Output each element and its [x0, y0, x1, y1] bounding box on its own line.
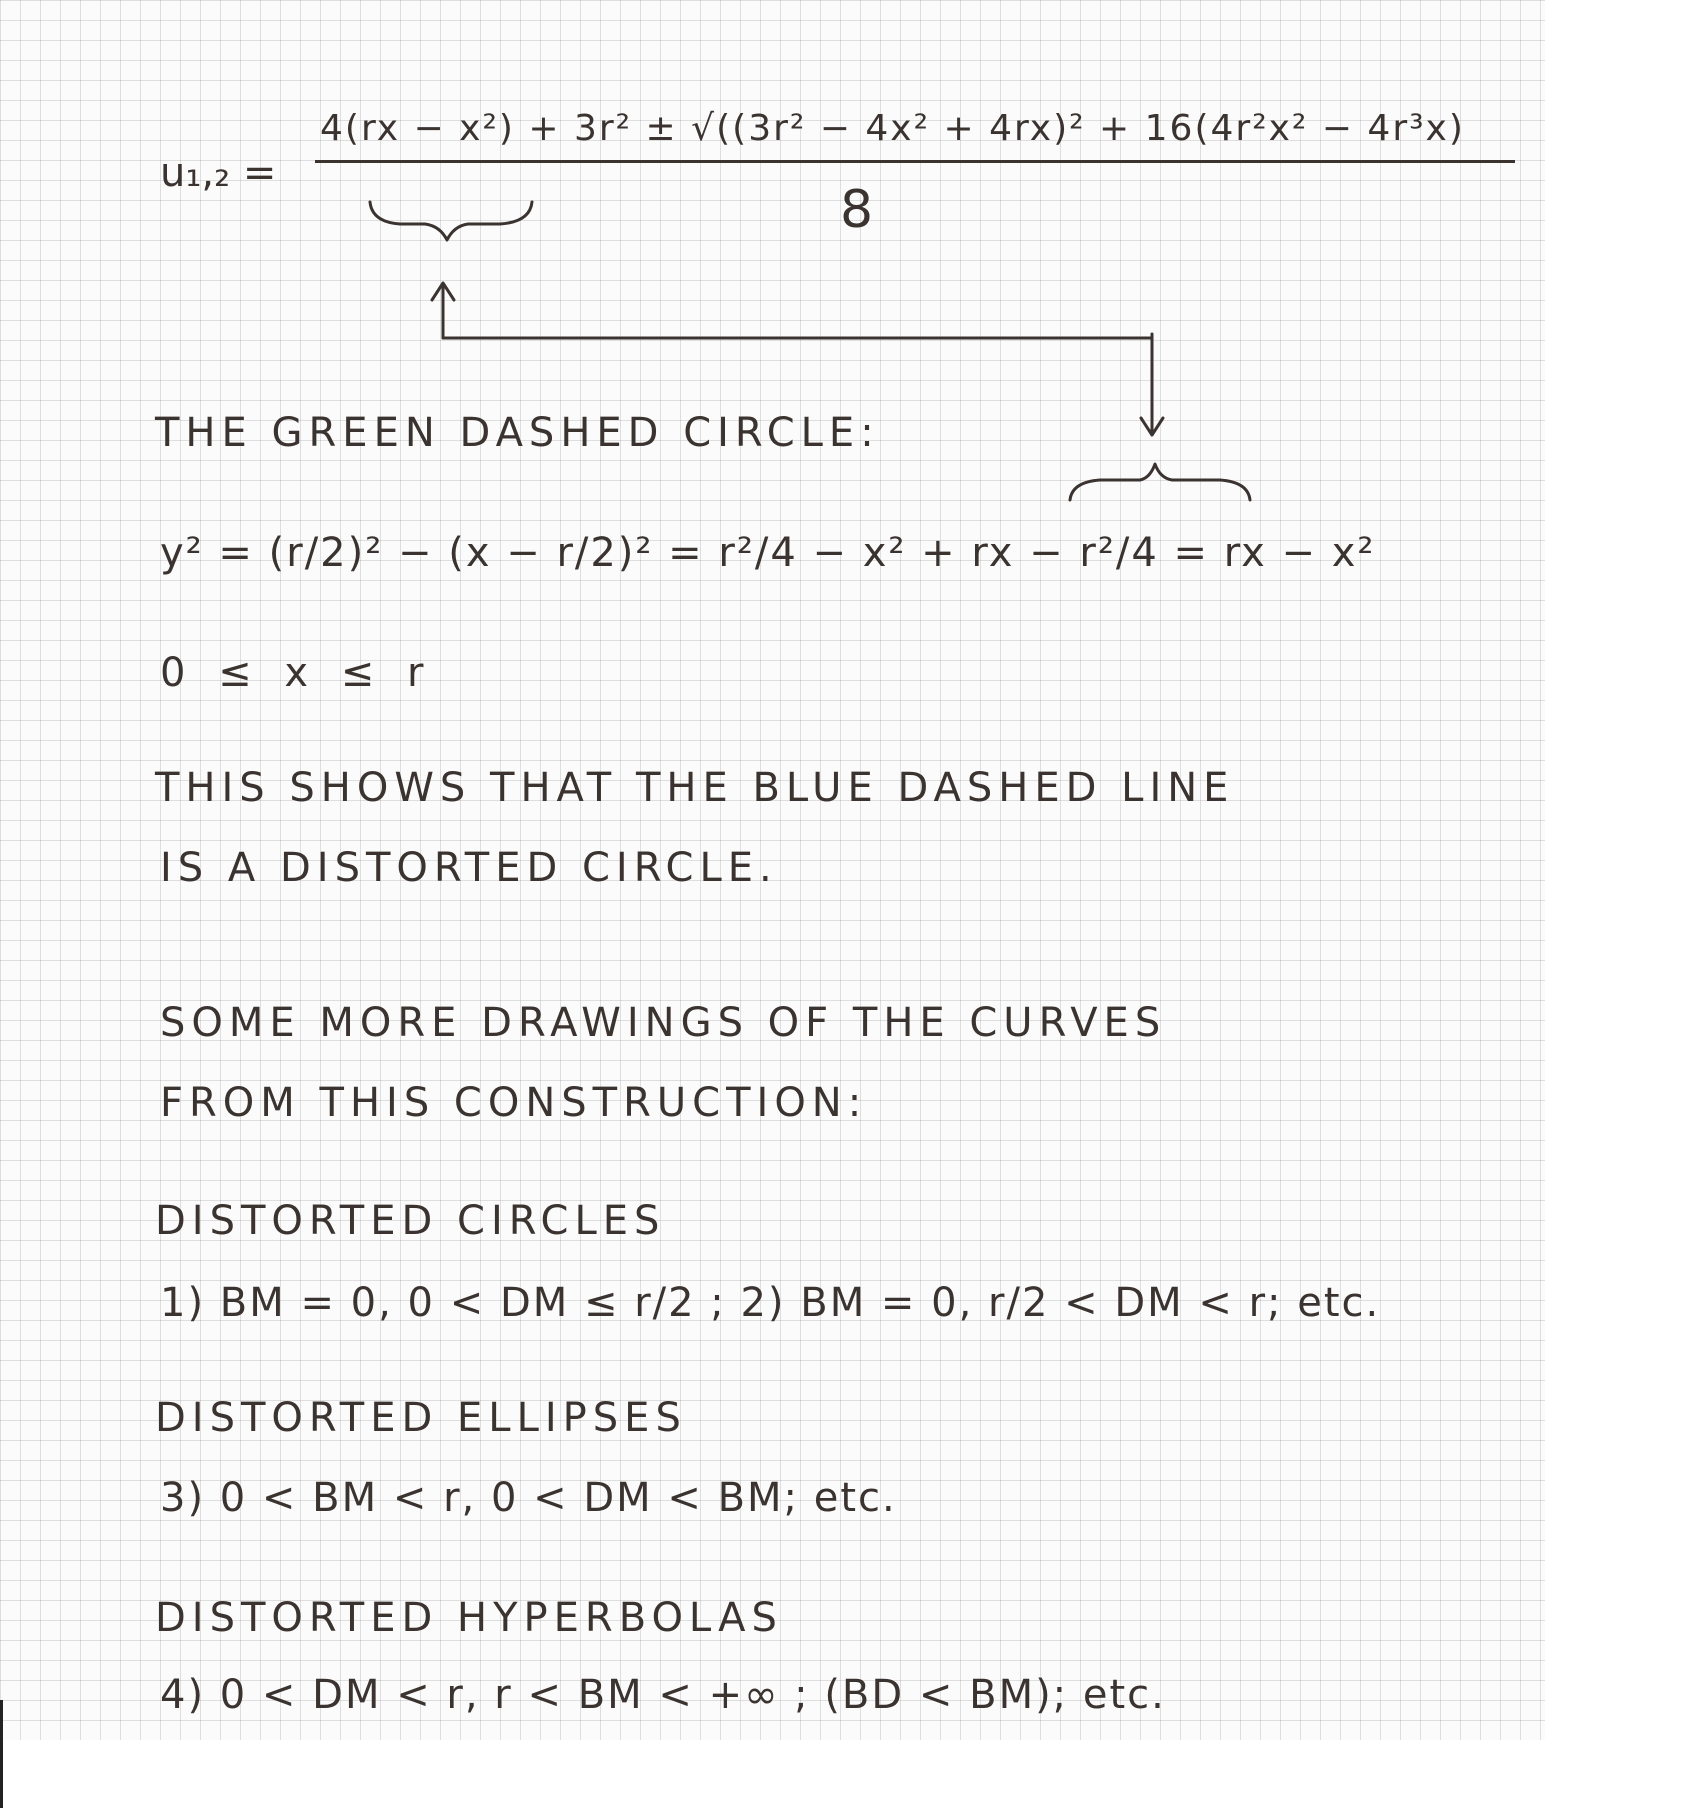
formula-denominator: 8: [840, 180, 874, 240]
formula-lhs: u₁,₂ =: [160, 150, 277, 196]
formula-numerator: 4(rx − x²) + 3r² ± √((3r² − 4x² + 4rx)² + 16(4r²x² − 4r³x): [320, 108, 1465, 149]
circles-heading: DISTORTED CIRCLES: [155, 1198, 666, 1244]
connector-arrows: [0, 0, 1545, 560]
hyperbolas-cases: 4) 0 < DM < r, r < BM < +∞ ; (BD < BM); etc.: [160, 1672, 1166, 1718]
x-domain: 0 ≤ x ≤ r: [160, 650, 434, 696]
green-circle-heading: THE GREEN DASHED CIRCLE:: [155, 410, 880, 456]
ellipses-heading: DISTORTED ELLIPSES: [155, 1395, 687, 1441]
more-drawings-line-2: FROM THIS CONSTRUCTION:: [160, 1080, 868, 1126]
conclusion-line-1: THIS SHOWS THAT THE BLUE DASHED LINE: [155, 765, 1235, 811]
ellipses-cases: 3) 0 < BM < r, 0 < DM < BM; etc.: [160, 1475, 897, 1521]
hyperbolas-heading: DISTORTED HYPERBOLAS: [155, 1595, 783, 1641]
more-drawings-line-1: SOME MORE DRAWINGS OF THE CURVES: [160, 1000, 1167, 1046]
brace-under-numerator: [370, 202, 532, 240]
conclusion-line-2: IS A DISTORTED CIRCLE.: [160, 845, 778, 891]
brace-over-result: [1070, 464, 1250, 500]
green-circle-equation: y² = (r/2)² − (x − r/2)² = r²/4 − x² + rx − r²/4 = rx − x²: [160, 530, 1376, 576]
scan-edge-mark: [0, 1700, 3, 1808]
circles-cases: 1) BM = 0, 0 < DM ≤ r/2 ; 2) BM = 0, r/2 < DM < r; etc.: [160, 1280, 1381, 1326]
